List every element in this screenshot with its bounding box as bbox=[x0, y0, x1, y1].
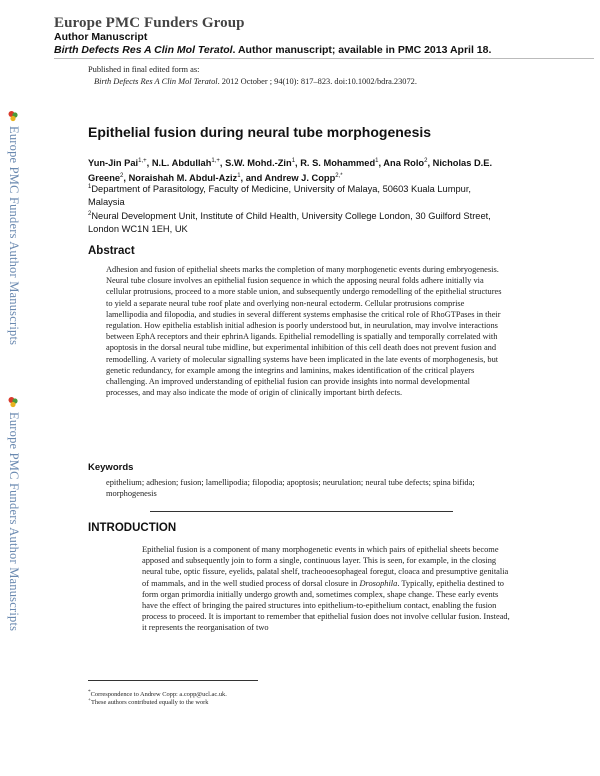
author: Nicholas D.E. Greene bbox=[88, 158, 493, 184]
keywords-text: epithelium; adhesion; fusion; lamellipodia; filopodia; apoptosis; neurulation; neural tube defects; spina bifida; morphogenesis bbox=[106, 478, 475, 499]
affiliation-1 bbox=[88, 181, 508, 209]
side-watermark-top bbox=[4, 110, 24, 400]
published-in-label: Published in final edited form as: bbox=[88, 65, 200, 74]
section-divider bbox=[150, 511, 453, 512]
citation-details[interactable]: . 2012 October ; 94(10): 817–823. doi:10.1002/bdra.23072. bbox=[217, 76, 417, 86]
author-affiliation-marker: 1 bbox=[291, 158, 296, 164]
affiliation-marker: 2 bbox=[88, 211, 92, 217]
article-title: Epithelial fusion during neural tube morphogenesis bbox=[88, 124, 432, 140]
author: Ana Rolo bbox=[383, 158, 425, 169]
introduction-heading: INTRODUCTION bbox=[88, 522, 177, 534]
species-name: Drosophila bbox=[359, 578, 398, 588]
author: N.L. Abdullah bbox=[151, 158, 212, 169]
affiliation-marker: 1 bbox=[88, 184, 92, 190]
europepmc-logo-icon bbox=[8, 396, 18, 408]
author-manuscript-label: Author Manuscript bbox=[54, 31, 148, 43]
availability-text: . Author manuscript; available in PMC 2013 April 18. bbox=[232, 44, 492, 56]
footnote-equal-contribution: +These authors contributed equally to the work bbox=[88, 697, 209, 707]
abstract-heading: Abstract bbox=[88, 245, 135, 257]
side-watermark-bottom bbox=[4, 396, 24, 696]
funders-group: Europe PMC Funders Group bbox=[54, 15, 245, 31]
author: Noraishah M. Abdul-Aziz bbox=[128, 173, 238, 184]
citation-line bbox=[88, 76, 417, 88]
footnote-correspondence: *Correspondence to Andrew Copp: a.copp@ucl.ac.uk. bbox=[88, 689, 227, 699]
author-affiliation-marker: 2 bbox=[120, 173, 124, 180]
keywords-heading: Keywords bbox=[88, 462, 134, 473]
correspondence-text[interactable]: Correspondence to Andrew Copp: a.copp@ucl.ac.uk. bbox=[90, 691, 227, 699]
side-watermark-text: Europe PMC Funders Author Manuscripts bbox=[7, 126, 21, 346]
journal-availability bbox=[54, 44, 491, 56]
introduction-text: Epithelial fusion is a component of many morphogenetic events in which pairs of epithelial sheets become apposed and subsequently join to form a single, continuous layer. This is seen, for example, in the closing neural tube, optic fissure, eyelids, palatal shelf, tracheooesophageal foregut, cloaca and presumptive genitalia of mammals, and in the well studied process of dorsal closure in Drosophila. Typically, epithelia destined to form organ primordia initially undergo growth and, sometimes complex, shape change. These early events have the effect of bringing the paired structures into epithelium-to-epithelium contact, enabling the fusion process to proceed. It is important to remember that epithelial fusion does not involve cellular fusion. Instead, it represents the reorganisation of two bbox=[142, 545, 510, 633]
europepmc-logo-icon bbox=[8, 110, 18, 122]
side-watermark-text: Europe PMC Funders Author Manuscripts bbox=[7, 412, 21, 632]
author-affiliation-marker: 2,* bbox=[335, 173, 343, 180]
author: Yun-Jin Pai bbox=[88, 158, 139, 169]
journal-name[interactable]: Birth Defects Res A Clin Mol Teratol bbox=[54, 44, 233, 56]
author-affiliation-marker: 1 bbox=[375, 158, 379, 164]
author: R. S. Mohammed bbox=[300, 158, 376, 169]
affiliation-2 bbox=[88, 208, 508, 236]
author-and: and bbox=[245, 173, 263, 184]
author: S.W. Mohd.-Zin bbox=[225, 158, 292, 169]
author-affiliation-marker: 1,+ bbox=[211, 158, 220, 164]
author-list: Yun-Jin Pai$^{1,+}$, N.L. Abdullah$^{1,+}$, S.W. Mohd.-Zin$^1$, R. S. Mohammed$^1$, Ana Rolo$^2$, Nicholas D.E. Greene$^2$, Noraishah M. Abdul-Aziz$^1$, and Andrew J. Copp$^{2,*}$ bbox=[88, 158, 493, 184]
affiliation-text: Department of Parasitology, Faculty of Medicine, University of Malaya, 50603 Kuala Lumpur, Malaysia bbox=[88, 184, 471, 208]
footnote-divider bbox=[88, 680, 258, 681]
author: Andrew J. Copp bbox=[264, 173, 336, 184]
citation-journal: Birth Defects Res A Clin Mol Teratol bbox=[94, 76, 218, 86]
author-affiliation-marker: 2 bbox=[424, 158, 428, 164]
header-divider bbox=[54, 58, 594, 59]
abstract-text: Adhesion and fusion of epithelial sheets marks the completion of many morphogenetic events during embryogenesis. Neural tube closure involves an epithelial fusion sequence in which the apposing neural folds adhere initially via cellular protrusions, proceed to a more stable union, and subsequently undergo remodelling of the epithelial structures to yield a separate neural tube roof plate and overlying non-neural ectoderm. Cellular protrusions comprise lamellipodia and filopodia, and studies in several different systems emphasise the critical role of RhoGTPases in their regulation. How epithelia establish initial adhesion is poorly understood but, in neurulation, may involve interactions between EphA receptors and their ephrinA ligands. Epithelial remodelling is spatially and temporally correlated with apoptosis in the dorsal neural tube midline, but experimental inhibition of this cell death does not prevent fusion and remodelling. A variety of molecular signalling systems have been implicated in the late events of morphogenesis, but genetic redundancy, for example among the integrins and laminins, makes identification of the critical players challenging. An improved understanding of epithelial fusion can provide insights into normal developmental processes, and may also indicate the mode of origin of clinically important birth defects. bbox=[106, 265, 502, 398]
affiliation-text: Neural Development Unit, Institute of Child Health, University College London, 30 Guilford Street, London WC1N 1EH, UK bbox=[88, 211, 491, 235]
publication-info bbox=[88, 64, 417, 87]
manuscript-header bbox=[0, 0, 600, 60]
author-affiliation-marker: 1,+ bbox=[138, 158, 147, 164]
author-affiliation-marker: 1 bbox=[237, 173, 241, 180]
